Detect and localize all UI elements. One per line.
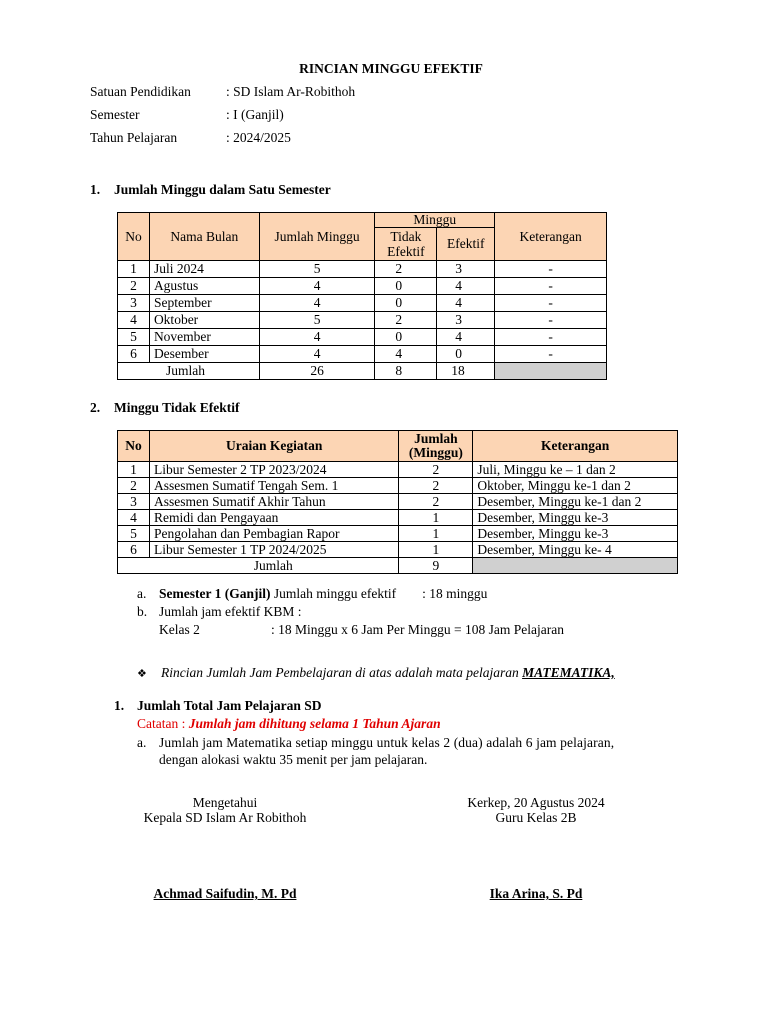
cell-jumlah-minggu: 2 [399,494,473,510]
signature-right-line2: Guru Kelas 2B [495,810,577,825]
cell-jumlah-minggu: 4 [259,346,375,363]
cell-jumlah-minggu: 4 [259,329,375,346]
note-text: Rincian Jumlah Jam Pembelajaran di atas adalah mata pelajaran [161,665,523,680]
cell-tidak-efektif: 2 [375,261,437,278]
table-row [118,494,678,510]
section-title: Minggu Tidak Efektif [114,400,240,415]
cell-uraian-kegiatan: Pengolahan dan Pembagian Rapor [149,526,398,542]
table-row [118,510,678,526]
meta-semester [90,107,284,123]
header-uraian-kegiatan: Uraian Kegiatan [149,431,398,462]
cell-keterangan: Oktober, Minggu ke-1 dan 2 [473,478,678,494]
table-row [118,329,607,346]
document-title: RINCIAN MINGGU EFEKTIF [299,61,483,76]
summary-a-value: : 18 minggu [422,586,488,601]
cell-keterangan: - [495,329,607,346]
summary-b [137,604,301,620]
cell-jumlah-minggu: 5 [259,261,375,278]
table-row [118,278,607,295]
table-total-row [118,363,607,380]
total-jumlah: 26 [259,363,375,380]
header-keterangan: Keterangan [495,213,607,261]
meta-value: : 2024/2025 [226,130,291,145]
table-row [118,526,678,542]
cell-no: 2 [118,478,150,494]
header-no: No [118,213,150,261]
section3-a-line1 [137,735,614,751]
cell-nama-bulan: Juli 2024 [149,261,259,278]
total-efektif: 18 [437,363,495,380]
summary-kelas [159,622,564,638]
section3-heading [114,698,322,714]
cell-nama-bulan: November [149,329,259,346]
list-marker: b. [137,604,148,619]
meta-key: Satuan Pendidikan [90,84,191,99]
cell-uraian-kegiatan: Remidi dan Pengayaan [149,510,398,526]
cell-no: 3 [118,295,150,312]
catatan-label: Catatan : [137,716,189,731]
total-keterangan-empty [495,363,607,380]
signature-right-name: Ika Arina, S. Pd [489,886,583,901]
cell-keterangan: Desember, Minggu ke- 4 [473,542,678,558]
cell-no: 2 [118,278,150,295]
total-label: Jumlah [118,558,399,574]
meta-key: Semester [90,107,140,122]
list-marker: a. [137,586,147,601]
cell-jumlah-minggu: 1 [399,510,473,526]
cell-keterangan: - [495,346,607,363]
cell-keterangan: - [495,261,607,278]
summary-a-text: Jumlah minggu efektif [270,586,397,601]
cell-uraian-kegiatan: Assesmen Sumatif Tengah Sem. 1 [149,478,398,494]
cell-uraian-kegiatan: Assesmen Sumatif Akhir Tahun [149,494,398,510]
table-row [118,478,678,494]
weeks-per-month-table [117,212,607,380]
table-row [118,261,607,278]
catatan-text: Jumlah jam dihitung selama 1 Tahun Ajaran [188,716,441,731]
cell-no: 4 [118,312,150,329]
cell-nama-bulan: Agustus [149,278,259,295]
cell-jumlah-minggu: 5 [259,312,375,329]
cell-efektif: 4 [437,278,495,295]
summary-a [137,586,487,602]
header-no: No [118,431,150,462]
total-keterangan-empty [473,558,678,574]
list-marker: a. [137,735,147,750]
summary-b-text: Jumlah jam efektif KBM : [159,604,302,619]
cell-keterangan: Desember, Minggu ke-1 dan 2 [473,494,678,510]
cell-efektif: 4 [437,329,495,346]
cell-tidak-efektif: 4 [375,346,437,363]
section-number: 1. [114,698,125,713]
header-keterangan: Keterangan [473,431,678,462]
table-row [118,312,607,329]
header-tidak-efektif: Tidak Efektif [375,228,437,261]
cell-no: 6 [118,542,150,558]
section3-a-line2: dengan alokasi waktu 35 menit per jam pelajaran. [159,752,428,767]
section-number: 1. [90,182,101,197]
cell-jumlah-minggu: 4 [259,278,375,295]
cell-no: 6 [118,346,150,363]
cell-no: 5 [118,329,150,346]
section3-a-text1: Jumlah jam Matematika setiap minggu untuk kelas 2 (dua) adalah 6 jam pelajaran, [159,735,615,750]
total-jumlah: 9 [399,558,473,574]
meta-key: Tahun Pelajaran [90,130,178,145]
cell-nama-bulan: Desember [149,346,259,363]
signature-right-line1: Kerkep, 20 Agustus 2024 [467,795,605,810]
cell-uraian-kegiatan: Libur Semester 1 TP 2024/2025 [149,542,398,558]
section2-heading [90,400,240,416]
cell-keterangan: - [495,295,607,312]
catatan-line [137,716,441,732]
total-label: Jumlah [118,363,260,380]
header-minggu: Minggu [375,213,495,228]
cell-tidak-efektif: 2 [375,312,437,329]
cell-tidak-efektif: 0 [375,278,437,295]
cell-no: 1 [118,462,150,478]
note-subject: MATEMATIKA, [522,665,615,680]
signature-left-line1: Mengetahui [192,795,258,810]
cell-keterangan: Desember, Minggu ke-3 [473,526,678,542]
table-row [118,295,607,312]
cell-keterangan: - [495,278,607,295]
cell-no: 1 [118,261,150,278]
cell-nama-bulan: Oktober [149,312,259,329]
header-jumlah-minggu: Jumlah (Minggu) [399,431,473,462]
header-efektif: Efektif [437,228,495,261]
kelas-value: : 18 Minggu x 6 Jam Per Minggu = 108 Jam Pelajaran [271,622,564,637]
cell-nama-bulan: September [149,295,259,312]
table-row [118,346,607,363]
meta-satuan-pendidikan [90,84,355,100]
cell-efektif: 4 [437,295,495,312]
cell-keterangan: Desember, Minggu ke-3 [473,510,678,526]
total-tidak-efektif: 8 [375,363,437,380]
signature-left-line2: Kepala SD Islam Ar Robithoh [143,810,307,825]
section-title: Jumlah Minggu dalam Satu Semester [114,182,331,197]
cell-no: 4 [118,510,150,526]
section1-heading [90,182,331,198]
cell-uraian-kegiatan: Libur Semester 2 TP 2023/2024 [149,462,398,478]
cell-efektif: 3 [437,261,495,278]
summary-a-semester: Semester 1 (Ganjil) [159,586,271,601]
header-nama-bulan: Nama Bulan [149,213,259,261]
table-row [118,542,678,558]
meta-tahun-pelajaran [90,130,291,146]
cell-no: 5 [118,526,150,542]
diamond-bullet-icon: ❖ [137,667,147,680]
meta-value: : SD Islam Ar-Robithoh [226,84,356,99]
cell-jumlah-minggu: 2 [399,478,473,494]
cell-keterangan: Juli, Minggu ke – 1 dan 2 [473,462,678,478]
cell-tidak-efektif: 0 [375,295,437,312]
header-jumlah-minggu: Jumlah Minggu [259,213,375,261]
cell-jumlah-minggu: 4 [259,295,375,312]
section-number: 2. [90,400,101,415]
meta-value: : I (Ganjil) [226,107,284,122]
kelas-label: Kelas 2 [159,622,200,637]
non-effective-weeks-table [117,430,678,574]
subject-note [137,665,615,681]
table-total-row [118,558,678,574]
table-row [118,462,678,478]
section-title: Jumlah Total Jam Pelajaran SD [137,698,322,713]
cell-jumlah-minggu: 2 [399,462,473,478]
cell-efektif: 0 [437,346,495,363]
cell-keterangan: - [495,312,607,329]
signature-left-name: Achmad Saifudin, M. Pd [153,886,297,901]
cell-jumlah-minggu: 1 [399,542,473,558]
cell-efektif: 3 [437,312,495,329]
cell-tidak-efektif: 0 [375,329,437,346]
cell-jumlah-minggu: 1 [399,526,473,542]
cell-no: 3 [118,494,150,510]
